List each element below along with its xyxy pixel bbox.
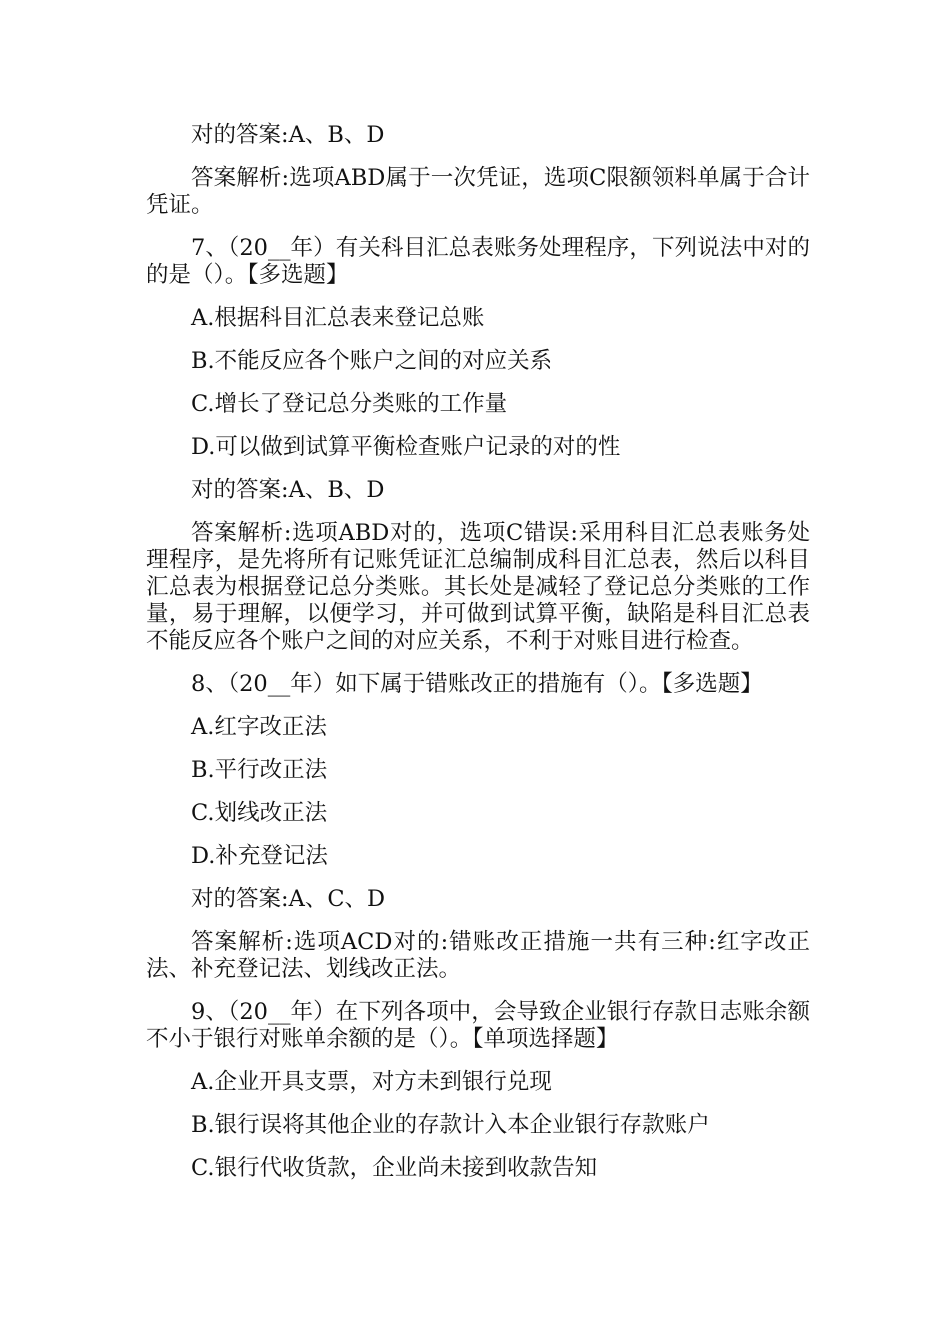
answer-line: 对的答案:A、B、D: [191, 122, 385, 148]
option-d: D.可以做到试算平衡检查账户记录的对的性: [191, 434, 621, 460]
question-8: 8、（20__年）如下属于错账改正的措施有（）。【多选题】: [191, 671, 763, 697]
option-c: C.银行代收货款，企业尚未接到收款告知: [191, 1155, 598, 1181]
answer-line: 对的答案:A、C、D: [191, 886, 386, 912]
explanation-paragraph: 答案解析:选项ABD属于一次凭证，选项C限额领料单属于合计凭证。: [146, 165, 810, 218]
option-a: A.企业开具支票，对方未到银行兑现: [191, 1069, 552, 1095]
option-c: C.增长了登记总分类账的工作量: [191, 391, 508, 417]
document-body: [146, 122, 810, 1198]
option-c: C.划线改正法: [191, 800, 328, 826]
option-b: B.不能反应各个账户之间的对应关系: [191, 348, 553, 374]
explanation-paragraph: 答案解析:选项ACD对的:错账改正措施一共有三种:红字改正法、补充登记法、划线改正法。: [146, 929, 810, 982]
answer-line: 对的答案:A、B、D: [191, 477, 385, 503]
option-b: B.平行改正法: [191, 757, 328, 783]
option-b: B.银行误将其他企业的存款计入本企业银行存款账户: [191, 1112, 710, 1138]
explanation-paragraph: 答案解析:选项ABD对的，选项C错误:采用科目汇总表账务处理程序，是先将所有记账凭证汇总编制成科目汇总表，然后以科目汇总表为根据登记总分类账。其长处是减轻了登记总分类账的工作量，易于理解，以便学习，并可做到试算平衡，缺陷是科目汇总表不能反应各个账户之间的对应关系，不利于对账目进行检查。: [146, 520, 810, 654]
option-d: D.补充登记法: [191, 843, 328, 869]
option-a: A.根据科目汇总表来登记总账: [191, 305, 485, 331]
question-9: 9、（20__年）在下列各项中，会导致企业银行存款日志账余额不小于银行对账单余额的是（）。【单项选择题】: [146, 999, 810, 1052]
question-7: 7、（20__年）有关科目汇总表账务处理程序，下列说法中对的的是（）。【多选题】: [146, 235, 810, 288]
option-a: A.红字改正法: [191, 714, 327, 740]
